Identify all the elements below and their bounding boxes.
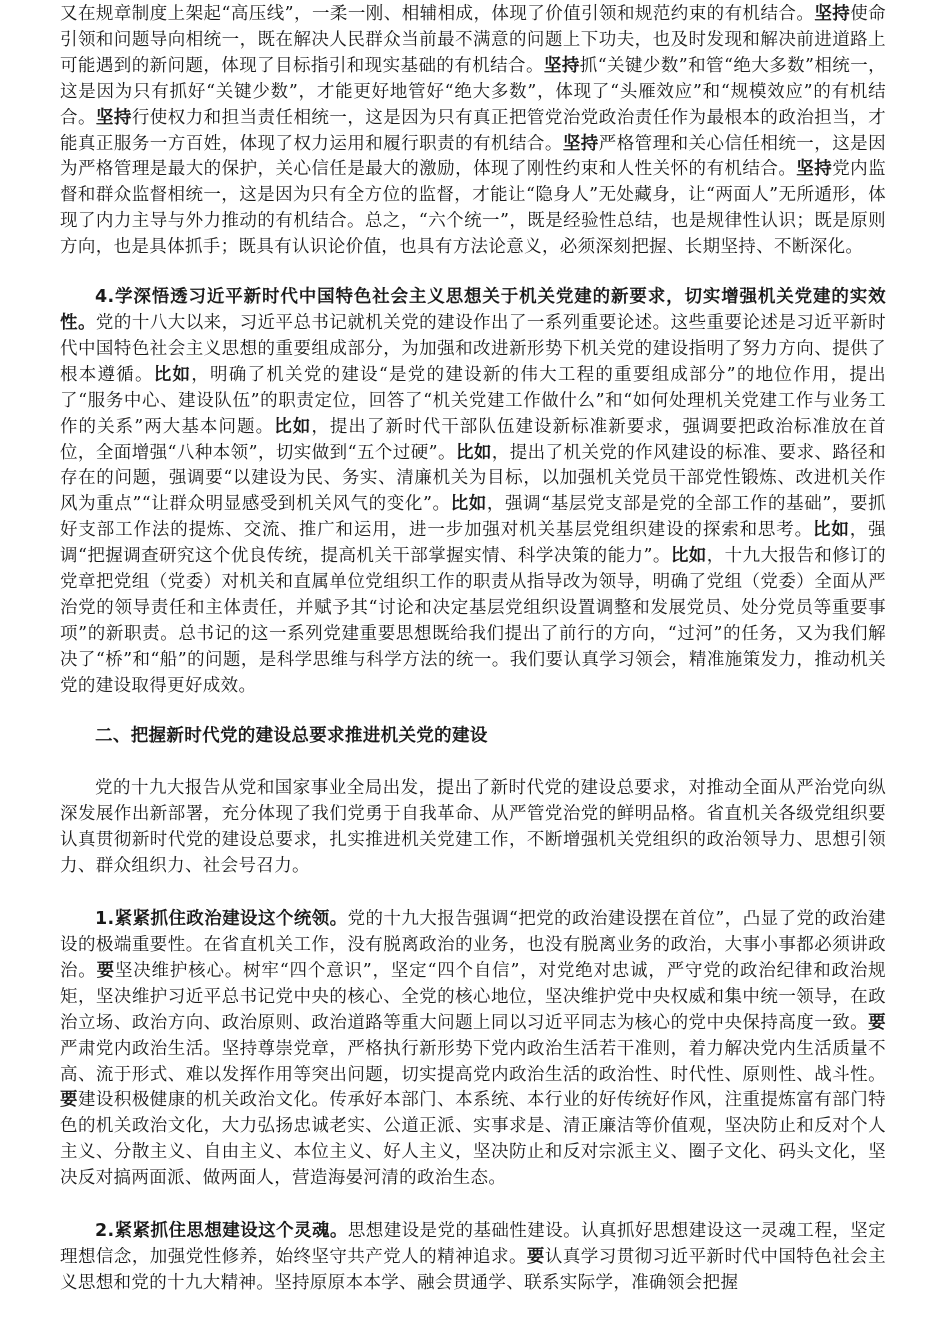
bold-text-run: 要 xyxy=(526,1246,545,1267)
paragraph-six-unities xyxy=(60,2,886,261)
bold-text-run: 要 xyxy=(96,960,115,981)
bold-text-run: 比如 xyxy=(455,442,492,463)
text-run: ，提出了新时代干部队伍建设新标准新要求，强调要把政治标准放在首位，全面增强“八种本领”，切实做到“五个过硬”。 xyxy=(60,416,886,463)
document-page xyxy=(60,2,886,1297)
text-run: 严肃党内政治生活。坚持尊崇党章，严格执行新形势下党内政治生活若干准则，着力解决党内生活质量不高、流于形式、难以发挥作用等突出问题，切实提高党内政治生活的政治性、时代性、原则性、战斗性。 xyxy=(60,1038,886,1085)
section-heading-2: 二、把握新时代党的建设总要求推进机关党的建设 xyxy=(95,725,488,746)
text-run: ，明确了机关党的建设“是党的建设新的伟大工程的重要组成部分”的地位作用，提出了“服务中心、建设队伍”的职责定位，回答了“机关党建工作做什么”和“如何处理机关党建工作与业务工作的关系”两大基本问题。 xyxy=(60,364,886,437)
text-run: 党的十九大报告强调“把党的政治建设摆在首位”，凸显了党的政治建设的极端重要性。在省直机关工作，没有脱离政治的业务，也没有脱离业务的政治，大事小事都必须讲政治。 xyxy=(60,909,886,981)
bold-text-run: 比如 xyxy=(153,364,192,385)
paragraph-section-4 xyxy=(60,285,886,700)
paragraph-political-building xyxy=(60,907,886,1192)
text-run: ，强调“基层党支部是党的全部工作的基础”，要抓好支部工作法的提炼、交流、推广和运用，进一步加强对机关基层党组织建设的探索和思考。 xyxy=(60,494,887,541)
paragraph-ideological-building xyxy=(60,1219,886,1297)
text-run: 又在规章制度上架起“高压线”，一柔一刚、相辅相成，体现了价值引领和规范约束的有机结合。 xyxy=(60,4,815,24)
text-run: ，强调“把握调查研究这个优良传统，提高机关干部掌握实情、科学决策的能力”。 xyxy=(60,520,886,567)
bold-text-run: 要 xyxy=(60,1090,78,1111)
text-run: 建设积极健康的机关政治文化。传承好本部门、本系统、本行业的好传统好作风，注重提炼富有部门特色的机关政治文化，大力弘扬忠诚老实、公道正派、实事求是、清正廉洁等价值观，坚决防止和反对个人主义、分散主义、自由主义、本位主义、好人主义，坚决防止和反对宗派主义、圈子文化、码头文化，坚决反对搞两面派、做两面人，营造海晏河清的政治生态。 xyxy=(60,1090,886,1189)
bold-text-run: 比如 xyxy=(450,494,487,515)
text-run: 党内监督和群众监督相统一，这是因为只有全方位的监督，才能让“隐身人”无处藏身，让“两面人”无所遁形，体现了内力主导与外力推动的有机结合。总之，“六个统一”，既是经验性总结，也是规律性认识；既是原则方向，也是具体抓手；既具有认识论价值，也具有方法论意义，必须深刻把握、长期坚持、不断深化。 xyxy=(60,159,886,258)
bold-text-run: 坚持 xyxy=(796,159,833,180)
bold-text-run: 1.紧紧抓住政治建设这个统领。 xyxy=(95,909,348,930)
text-run: 党的十八大以来，习近平总书记就机关党的建设作出了一系列重要论述。这些重要论述是习近平新时代中国特色社会主义思想的重要组成部分，为加强和改进新形势下机关党的建设指明了努力方向、提供了根本遵循。 xyxy=(60,312,886,385)
text-run: 思想建设是党的基础性建设。认真抓好思想建设这一灵魂工程，坚定理想信念，加强党性修养，始终坚守共产党人的精神追求。 xyxy=(60,1221,887,1267)
text-run: ，提出了机关党的作风建设的标准、要求、路径和存在的问题，强调要“以建设为民、务实、清廉机关为目标，以加强机关党员干部党性锻炼、改进机关作风为重点”“让群众明显感受到机关风气的变化”。 xyxy=(60,442,887,515)
bold-text-run: 2.紧紧抓住思想建设这个灵魂。 xyxy=(95,1221,348,1242)
bold-text-run: 坚持 xyxy=(543,55,580,76)
bold-text-run: 4.学深悟透习近平新时代中国特色社会主义思想关于机关党建的新要求，切实增强机关党建的实效性。 xyxy=(60,287,886,333)
bold-text-run: 坚持 xyxy=(95,107,132,128)
text-run: 行使权力和担当责任相统一，这是因为只有真正把管党治党政治责任作为最根本的政治担当，才能真正服务一方百姓，体现了权力运用和履行职责的有机结合。 xyxy=(60,107,886,154)
text-run: 抓“关键少数”和管“绝大多数”相统一，这是因为只有抓好“关键少数”，才能更好地管好“绝大多数”，体现了“头雁效应”和“规模效应”的有机结合。 xyxy=(60,55,887,128)
text-run: ，十九大报告和修订的党章把党组（党委）对机关和直属单位党组织工作的职责从指导改为领导，明确了党组（党委）全面从严治党的领导责任和主体责任，并赋予其“讨论和决定基层党组织设置调整和发展党员、处分党员等重要事项”的新职责。总书记的这一系列党建重要思想既给我们提出了前行的方向，“过河”的任务，又为我们解决了“桥”和“船”的问题，是科学思维与科学方法的统一。我们要认真学习领会，精准施策发力，推动机关党的建设取得更好成效。 xyxy=(60,546,887,696)
text-run: 坚决维护核心。树牢“四个意识”，坚定“四个自信”，对党绝对忠诚，严守党的政治纪律和政治规矩，坚决维护习近平总书记党中央的核心、全党的核心地位，坚决维护党中央权威和集中统一领导，在政治立场、政治方向、政治原则、政治道路等重大问题上同以习近平同志为核心的党中央保持高度一致。 xyxy=(60,960,886,1033)
bold-text-run: 坚持 xyxy=(814,4,851,24)
bold-text-run: 要 xyxy=(868,1012,886,1033)
bold-text-run: 比如 xyxy=(670,546,707,567)
bold-text-run: 比如 xyxy=(813,520,850,541)
bold-text-run: 比如 xyxy=(274,416,312,437)
paragraph-general-requirements: 党的十九大报告从党和国家事业全局出发，提出了新时代党的建设总要求，对推动全面从严治党向纵深发展作出新部署，充分体现了我们党勇于自我革命、从严管党治党的鲜明品格。省直机关各级党组织要认真贯彻新时代党的建设总要求，扎实推进机关党建工作，不断增强机关党组织的政治领导力、思想引领力、群众组织力、社会号召力。 xyxy=(60,778,886,877)
text-run: 严格管理和关心信任相统一，这是因为严格管理是最大的保护，关心信任是最大的激励，体现了刚性约束和人性关怀的有机结合。 xyxy=(60,133,886,180)
text-run: 认真学习贯彻习近平新时代中国特色社会主义思想和党的十九大精神。坚持原原本本学、融会贯通学、联系实际学，准确领会把握 xyxy=(60,1246,886,1293)
bold-text-run: 坚持 xyxy=(562,133,599,154)
text-run: 使命引领和问题导向相统一，既在解决人民群众当前最不满意的问题上下功夫，也及时发现和解决前进道路上可能遇到的新问题，体现了目标指引和现实基础的有机结合。 xyxy=(60,4,886,76)
